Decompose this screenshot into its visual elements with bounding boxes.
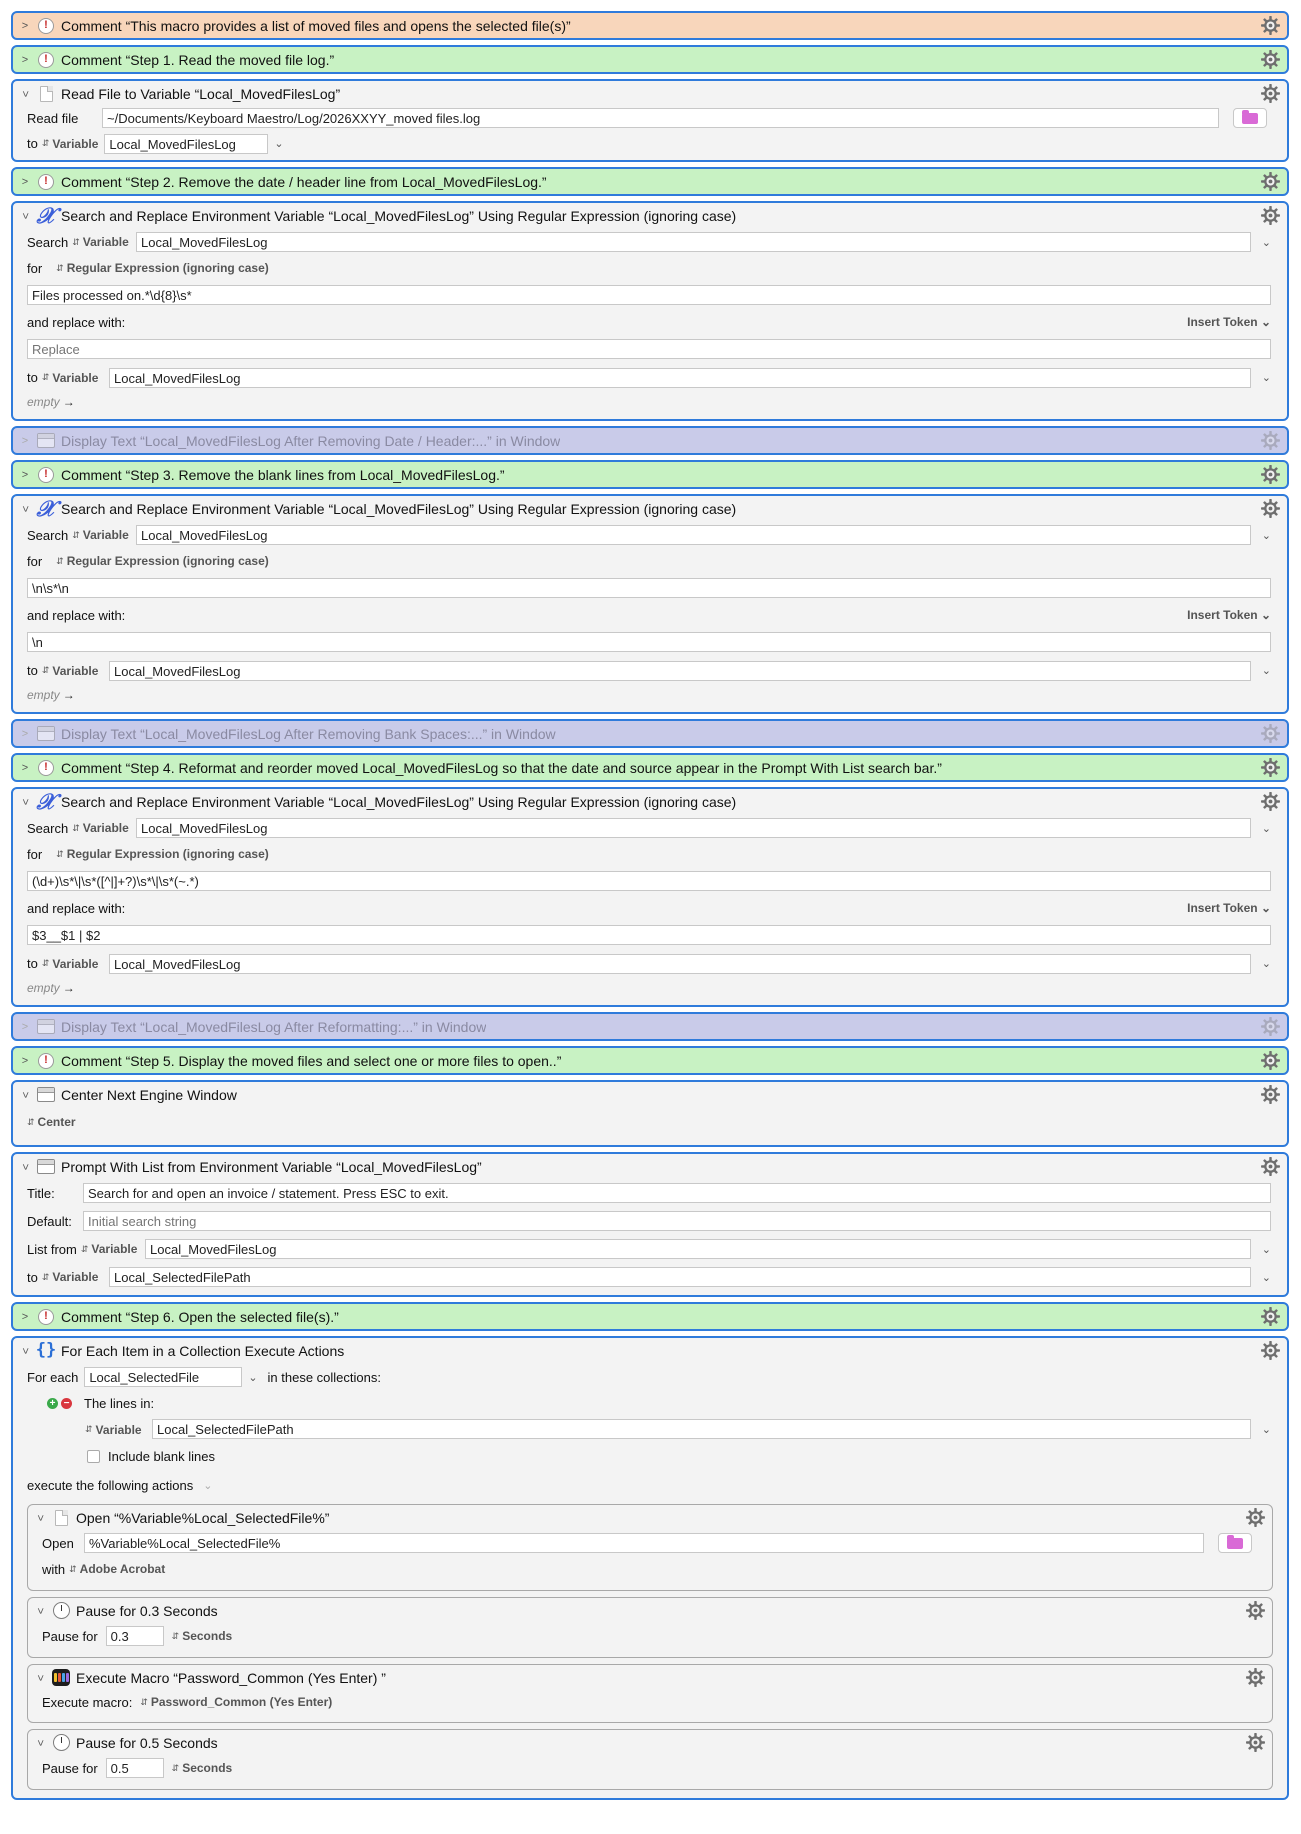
insert-token-button[interactable]: Insert Token ⌄ xyxy=(1187,901,1271,915)
include-blank-lines-checkbox[interactable] xyxy=(87,1450,100,1463)
collection-source-popup[interactable]: ⇵ Variable xyxy=(85,1422,142,1437)
pause-for-label: Pause for xyxy=(42,1760,98,1776)
chevron-down-icon[interactable]: > xyxy=(19,1163,31,1170)
gear-icon[interactable] xyxy=(1260,1084,1281,1105)
warning-icon: ! xyxy=(38,467,54,483)
chevron-down-icon[interactable]: > xyxy=(19,505,31,512)
insert-token-button[interactable]: Insert Token ⌄ xyxy=(1187,608,1271,622)
chevron-down-icon[interactable]: ⌄ xyxy=(1261,822,1271,835)
chevron-right-icon[interactable]: > xyxy=(21,1054,29,1067)
search-source-popup[interactable]: ⇵ Variable xyxy=(72,528,129,542)
gear-icon[interactable] xyxy=(1260,1306,1281,1327)
for-label: for xyxy=(27,260,43,276)
chevron-down-icon[interactable]: ⌄ xyxy=(1261,665,1271,677)
search-pattern-input[interactable]: \n\s*\n xyxy=(27,578,1271,598)
search-replace-action-1[interactable] xyxy=(11,201,1289,421)
action-title: Search and Replace Environment Variable “Local_MovedFilesLog” Using Regular Expression (ignoring case) xyxy=(61,500,737,517)
clock-icon xyxy=(53,1602,70,1619)
clock-icon xyxy=(53,1734,70,1751)
window-icon xyxy=(37,726,55,741)
window-icon xyxy=(37,1159,55,1174)
chevron-right-icon[interactable]: > xyxy=(21,434,29,447)
popup-label: Variable xyxy=(82,821,129,835)
search-label: Search xyxy=(27,234,69,250)
pause-action-1[interactable] xyxy=(27,1597,1273,1658)
macro-popup[interactable]: ⇵ Password_Common (Yes Enter) xyxy=(140,1695,333,1709)
variable-name-input[interactable]: Local_MovedFilesLog xyxy=(104,134,268,154)
chevron-down-icon[interactable]: > xyxy=(19,90,31,97)
popup-label: Variable xyxy=(95,1422,142,1437)
chevron-down-icon[interactable]: ⌄ xyxy=(274,138,284,150)
lines-in-label: The lines in: xyxy=(84,1396,155,1411)
warning-icon: ! xyxy=(38,1309,54,1325)
chevron-down-icon[interactable]: > xyxy=(34,1514,46,1521)
action-title: Search and Replace Environment Variable “Local_MovedFilesLog” Using Regular Expression (ignoring case) xyxy=(61,207,737,224)
chevron-down-icon[interactable]: ⌄ xyxy=(1261,236,1271,249)
prompt-title-input[interactable]: Search for and open an invoice / statement. Press ESC to exit. xyxy=(83,1183,1271,1203)
list-source-popup[interactable]: ⇵ Variable xyxy=(80,1242,138,1256)
destination-popup[interactable]: ⇵ Variable xyxy=(41,663,99,678)
insert-token-label: Insert Token xyxy=(1187,315,1258,329)
insert-token-label: Insert Token xyxy=(1187,608,1258,622)
match-type-popup[interactable]: ⇵ Regular Expression (ignoring case) xyxy=(56,847,269,861)
empty-status: empty xyxy=(27,395,60,409)
variable-popup-label: Variable xyxy=(52,136,99,151)
action-title: Display Text “Local_MovedFilesLog After Removing Bank Spaces:...” in Window xyxy=(61,725,556,742)
km-macro-icon xyxy=(52,1669,70,1686)
popup-label: Variable xyxy=(52,663,99,678)
arrow-right-icon[interactable]: → xyxy=(62,395,75,409)
execute-macro-label: Execute macro: xyxy=(42,1694,133,1710)
warning-icon: ! xyxy=(38,52,54,68)
search-variable-input[interactable]: Local_MovedFilesLog xyxy=(136,525,1251,545)
center-popup[interactable]: ⇵ Center xyxy=(27,1115,76,1129)
time-unit-popup[interactable]: ⇵ Seconds xyxy=(171,1629,233,1643)
replacement-input[interactable]: $3__$1 | $2 xyxy=(27,925,1271,945)
default-search-input[interactable] xyxy=(83,1211,1271,1231)
gear-icon[interactable] xyxy=(1260,723,1281,744)
open-label: Open xyxy=(42,1535,74,1551)
comment-action-step1[interactable] xyxy=(11,45,1289,74)
popup-label: Adobe Acrobat xyxy=(79,1562,166,1576)
to-label: to xyxy=(27,136,38,151)
action-title: Center Next Engine Window xyxy=(61,1086,237,1103)
action-title: Comment “Step 4. Reformat and reorder moved Local_MovedFilesLog so that the date and source appear in the Prompt With List search bar.” xyxy=(61,759,942,776)
display-text-action-2[interactable] xyxy=(11,719,1289,748)
pause-action-2[interactable] xyxy=(27,1729,1273,1790)
to-label: to xyxy=(27,956,38,971)
chevron-down-icon[interactable]: ⌄ xyxy=(1261,1271,1271,1284)
search-pattern-input[interactable]: Files processed on.*\d{8}\s* xyxy=(27,285,1271,305)
gear-icon[interactable] xyxy=(1260,83,1281,104)
chevron-down-icon[interactable]: ⌄ xyxy=(1261,529,1271,542)
destination-popup[interactable]: ⇵ Variable xyxy=(41,1270,99,1284)
popup-label: Regular Expression (ignoring case) xyxy=(66,847,269,861)
regex-icon: 𝒳 xyxy=(36,495,56,522)
warning-icon: ! xyxy=(38,760,54,776)
popup-label: Seconds xyxy=(182,1761,233,1775)
chevron-right-icon[interactable]: > xyxy=(21,53,29,66)
variable-popup[interactable]: ⇵ Variable xyxy=(41,136,99,151)
gear-icon[interactable] xyxy=(1260,1016,1281,1037)
search-pattern-input[interactable]: (\d+)\s*\|\s*([^|]+?)\s*\|\s*(~.*) xyxy=(27,871,1271,891)
action-title: Comment “Step 3. Remove the blank lines from Local_MovedFilesLog.” xyxy=(61,466,505,483)
gear-icon[interactable] xyxy=(1260,49,1281,70)
arrow-right-icon[interactable]: → xyxy=(62,981,75,995)
for-each-label: For each xyxy=(27,1369,79,1385)
action-title: Search and Replace Environment Variable “Local_MovedFilesLog” Using Regular Expression (ignoring case) xyxy=(61,793,737,810)
destination-popup[interactable]: ⇵ Variable xyxy=(41,956,99,971)
chevron-down-icon[interactable]: > xyxy=(19,212,31,219)
comment-action-intro[interactable] xyxy=(11,11,1289,40)
gear-icon[interactable] xyxy=(1260,205,1281,226)
action-title: Comment “Step 6. Open the selected file(s).” xyxy=(61,1308,339,1325)
window-icon xyxy=(37,1087,55,1102)
collection-variable-input[interactable]: Local_SelectedFilePath xyxy=(152,1419,1251,1439)
destination-popup[interactable]: ⇵ Variable xyxy=(41,370,99,385)
gear-icon[interactable] xyxy=(1260,464,1281,485)
comment-action-step4[interactable] xyxy=(11,753,1289,782)
comment-action-step5[interactable] xyxy=(11,1046,1289,1075)
to-label: to xyxy=(27,663,38,678)
replace-label: and replace with: xyxy=(27,900,126,916)
document-icon xyxy=(55,1510,68,1526)
gear-icon[interactable] xyxy=(1260,1050,1281,1071)
pause-duration-input[interactable]: 0.5 xyxy=(106,1758,164,1778)
search-label: Search xyxy=(27,820,69,836)
for-label: for xyxy=(27,553,43,569)
popup-label: Regular Expression (ignoring case) xyxy=(66,261,269,275)
execute-macro-action[interactable] xyxy=(27,1664,1273,1723)
action-title: For Each Item in a Collection Execute Actions xyxy=(61,1342,345,1359)
action-title: Open “%Variable%Local_SelectedFile%” xyxy=(76,1509,330,1526)
read-file-path-input[interactable]: ~/Documents/Keyboard Maestro/Log/2026XXYY_moved files.log xyxy=(102,108,1219,128)
chevron-right-icon[interactable]: > xyxy=(21,175,29,188)
gear-icon[interactable] xyxy=(1260,791,1281,812)
list-from-label: List from xyxy=(27,1241,77,1257)
empty-status: empty xyxy=(27,688,60,702)
insert-token-label: Insert Token xyxy=(1187,901,1258,915)
gear-icon[interactable] xyxy=(1260,1340,1281,1361)
match-type-popup[interactable]: ⇵ Regular Expression (ignoring case) xyxy=(56,261,269,275)
destination-variable-input[interactable]: Local_MovedFilesLog xyxy=(109,661,1251,681)
folder-icon xyxy=(1227,1538,1243,1549)
search-replace-action-2[interactable] xyxy=(11,494,1289,714)
action-title: Display Text “Local_MovedFilesLog After Removing Date / Header:...” in Window xyxy=(61,432,561,449)
arrow-right-icon[interactable]: → xyxy=(62,688,75,702)
chevron-down-icon[interactable]: ⌄ xyxy=(1261,958,1271,970)
to-label: to xyxy=(27,1269,38,1285)
for-label: for xyxy=(27,846,43,862)
replacement-input[interactable]: \n xyxy=(27,632,1271,652)
to-label: to xyxy=(27,370,38,385)
popup-label: Variable xyxy=(52,370,99,385)
braces-icon: {} xyxy=(35,1340,57,1360)
comment-action-step3[interactable] xyxy=(11,460,1289,489)
collections-label: in these collections: xyxy=(267,1369,381,1385)
document-icon xyxy=(40,86,53,102)
action-title: Prompt With List from Environment Variable “Local_MovedFilesLog” xyxy=(61,1158,482,1175)
popup-label: Seconds xyxy=(182,1629,233,1643)
popup-label: Regular Expression (ignoring case) xyxy=(66,554,269,568)
action-title: Comment “Step 5. Display the moved files and select one or more files to open..” xyxy=(61,1052,562,1069)
include-blank-lines-label: Include blank lines xyxy=(108,1449,215,1464)
gear-icon[interactable] xyxy=(1260,171,1281,192)
title-label: Title: xyxy=(27,1185,55,1201)
display-text-action-1[interactable] xyxy=(11,426,1289,455)
replace-label: and replace with: xyxy=(27,314,126,330)
chevron-down-icon[interactable]: > xyxy=(34,1607,46,1614)
open-file-action[interactable] xyxy=(27,1504,1273,1591)
item-variable-input[interactable]: Local_SelectedFile xyxy=(84,1367,242,1387)
warning-icon: ! xyxy=(38,174,54,190)
popup-label: Variable xyxy=(82,235,129,249)
with-label: with xyxy=(42,1561,66,1577)
list-variable-input[interactable]: Local_MovedFilesLog xyxy=(145,1239,1251,1259)
folder-button[interactable] xyxy=(1233,108,1267,128)
popup-label: Variable xyxy=(52,956,99,971)
chevron-down-icon[interactable]: > xyxy=(19,798,31,805)
gear-icon[interactable] xyxy=(1260,1156,1281,1177)
gear-icon[interactable] xyxy=(1260,430,1281,451)
chevron-down-icon[interactable]: ⌄ xyxy=(1261,1243,1271,1256)
chevron-down-icon[interactable]: > xyxy=(34,1674,46,1681)
pause-for-label: Pause for xyxy=(42,1628,98,1644)
window-icon xyxy=(37,1019,55,1034)
action-title: Comment “This macro provides a list of moved files and opens the selected file(s)” xyxy=(61,17,571,34)
insert-token-button[interactable]: Insert Token ⌄ xyxy=(1187,315,1271,329)
read-file-label: Read file xyxy=(27,111,79,126)
for-each-action[interactable] xyxy=(11,1336,1289,1800)
comment-action-step6[interactable] xyxy=(11,1302,1289,1331)
warning-icon: ! xyxy=(38,1053,54,1069)
chevron-down-icon[interactable]: > xyxy=(34,1739,46,1746)
search-label: Search xyxy=(27,527,69,543)
gear-icon[interactable] xyxy=(1245,1667,1266,1688)
comment-action-step2[interactable] xyxy=(11,167,1289,196)
gear-icon[interactable] xyxy=(1245,1732,1266,1753)
replacement-input[interactable] xyxy=(27,339,1271,359)
warning-icon: ! xyxy=(38,18,54,34)
empty-status: empty xyxy=(27,981,60,995)
gear-icon[interactable] xyxy=(1260,15,1281,36)
chevron-down-icon[interactable]: ⌄ xyxy=(1261,372,1271,384)
execute-actions-label: execute the following actions xyxy=(27,1477,194,1493)
destination-variable-input[interactable]: Local_MovedFilesLog xyxy=(109,368,1251,388)
destination-variable-input[interactable]: Local_MovedFilesLog xyxy=(109,954,1251,974)
prompt-with-list-action[interactable] xyxy=(11,1152,1289,1297)
popup-label: Password_Common (Yes Enter) xyxy=(150,1695,333,1709)
chevron-down-icon[interactable]: > xyxy=(19,1091,31,1098)
popup-label: Center xyxy=(37,1115,76,1129)
gear-icon[interactable] xyxy=(1245,1507,1266,1528)
gear-icon[interactable] xyxy=(1245,1600,1266,1621)
action-title: Comment “Step 2. Remove the date / header line from Local_MovedFilesLog.” xyxy=(61,173,547,190)
time-unit-popup[interactable]: ⇵ Seconds xyxy=(171,1761,233,1775)
plus-icon[interactable]: + xyxy=(47,1398,58,1409)
destination-variable-input[interactable]: Local_SelectedFilePath xyxy=(109,1267,1251,1287)
chevron-right-icon[interactable]: > xyxy=(21,19,29,32)
match-type-popup[interactable]: ⇵ Regular Expression (ignoring case) xyxy=(56,554,269,568)
replace-label: and replace with: xyxy=(27,607,126,623)
search-source-popup[interactable]: ⇵ Variable xyxy=(72,235,129,249)
chevron-down-icon[interactable]: ⌄ xyxy=(1261,1424,1271,1436)
action-title: Pause for 0.3 Seconds xyxy=(76,1602,218,1619)
window-icon xyxy=(37,433,55,448)
action-title: Execute Macro “Password_Common (Yes Enter) ” xyxy=(76,1669,386,1686)
regex-icon: 𝒳 xyxy=(36,202,56,229)
pause-duration-input[interactable]: 0.3 xyxy=(106,1626,164,1646)
search-source-popup[interactable]: ⇵ Variable xyxy=(72,821,129,835)
action-title: Comment “Step 1. Read the moved file log.” xyxy=(61,51,335,68)
gear-icon[interactable] xyxy=(1260,757,1281,778)
search-variable-input[interactable]: Local_MovedFilesLog xyxy=(136,818,1251,838)
regex-icon: 𝒳 xyxy=(36,788,56,815)
open-path-input[interactable]: %Variable%Local_SelectedFile% xyxy=(84,1533,1204,1553)
search-replace-action-3[interactable] xyxy=(11,787,1289,1007)
action-title: Read File to Variable “Local_MovedFilesLog” xyxy=(61,85,341,102)
popup-label: Variable xyxy=(52,1270,99,1284)
popup-label: Variable xyxy=(82,528,129,542)
application-popup[interactable]: ⇵ Adobe Acrobat xyxy=(69,1562,166,1576)
chevron-right-icon[interactable]: > xyxy=(21,468,29,481)
chevron-right-icon[interactable]: > xyxy=(21,1310,29,1323)
chevron-down-icon[interactable]: ⌄ xyxy=(248,1371,258,1384)
chevron-right-icon[interactable]: > xyxy=(21,761,29,774)
center-window-action[interactable] xyxy=(11,1080,1289,1147)
folder-button[interactable] xyxy=(1218,1533,1252,1553)
default-label: Default: xyxy=(27,1213,72,1229)
search-variable-input[interactable]: Local_MovedFilesLog xyxy=(136,232,1251,252)
display-text-action-3[interactable] xyxy=(11,1012,1289,1041)
chevron-right-icon[interactable]: > xyxy=(21,727,29,740)
minus-icon[interactable]: − xyxy=(61,1398,72,1409)
chevron-right-icon[interactable]: > xyxy=(21,1020,29,1033)
chevron-down-icon[interactable]: > xyxy=(19,1347,31,1354)
folder-icon xyxy=(1242,113,1258,124)
action-title: Pause for 0.5 Seconds xyxy=(76,1734,218,1751)
action-title: Display Text “Local_MovedFilesLog After Reformatting:...” in Window xyxy=(61,1018,487,1035)
popup-label: Variable xyxy=(91,1242,138,1256)
gear-icon[interactable] xyxy=(1260,498,1281,519)
read-file-action[interactable] xyxy=(11,79,1289,162)
chevron-down-icon[interactable]: ⌄ xyxy=(203,1479,213,1492)
